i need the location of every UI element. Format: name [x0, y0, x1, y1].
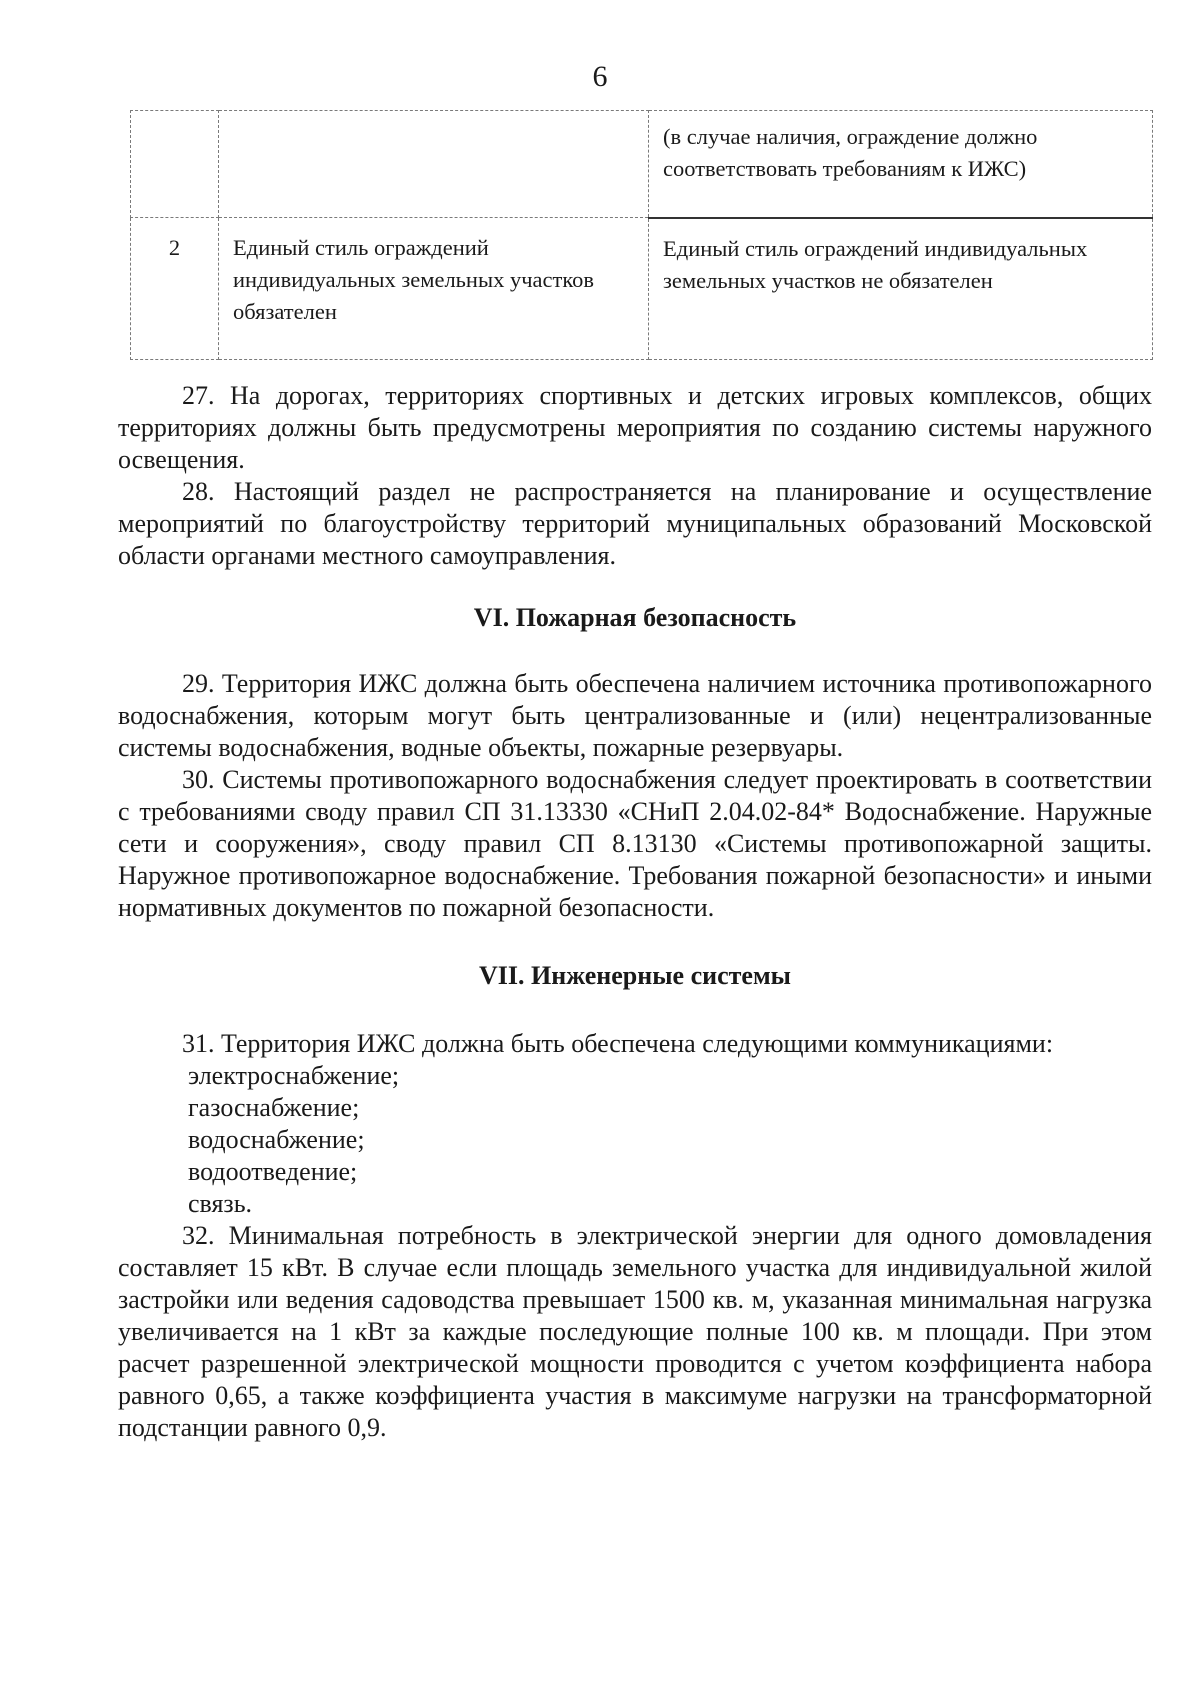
fence-requirements-table — [130, 110, 1153, 360]
paragraph-28: 28. Настоящий раздел не распространяется на планирование и осуществление мероприятий по благоустройству территорий муниципальных образований Московской области органами местного самоуправления. — [118, 477, 1152, 570]
table-cell-option-b: Единый стиль ограждений индивидуальных земельных участков не обязателен — [649, 218, 1153, 360]
table-cell-number — [131, 111, 219, 218]
table-cell-option-b: (в случае наличия, ограждение должно соответствовать требованиям к ИЖС) — [649, 111, 1153, 218]
paragraph-29: 29. Территория ИЖС должна быть обеспечена наличием источника противопожарного водоснабжения, которым могут быть централизованные и (или) нецентрализованные системы водоснабжения, водные объекты, пожарные резервуары. — [118, 669, 1152, 762]
table-cell-option-a: Единый стиль ограждений индивидуальных земельных участков обязателен — [219, 218, 649, 360]
table-cell-option-a — [219, 111, 649, 218]
section-title-fire-safety: VI. Пожарная безопасность — [473, 603, 797, 632]
list-item: электроснабжение; — [188, 1061, 400, 1090]
table-cell-number: 2 — [131, 218, 219, 360]
table-row — [131, 218, 1153, 360]
page-number: 6 — [592, 60, 608, 93]
list-item: связь. — [188, 1189, 253, 1218]
section-title-engineering-systems: VII. Инженерные системы — [479, 961, 791, 990]
paragraph-32: 32. Минимальная потребность в электрической энергии для одного домовладения составляет 15 кВт. В случае если площадь земельного участка для индивидуальной жилой застройки или ведения садоводства превышает 1500 кв. м, указанная минимальная нагрузка увеличивается на 1 кВт за каждые последующие полные 100 кв. м площади. При этом расчет разрешенной электрической мощности проводится с учетом коэффициента набора равного 0,65, а также коэффициента участия в максимуме нагрузки на трансформаторной подстанции равного 0,9. — [118, 1221, 1152, 1442]
paragraph-27: 27. На дорогах, территориях спортивных и детских игровых комплексов, общих территориях должны быть предусмотрены мероприятия по созданию системы наружного освещения. — [118, 381, 1152, 474]
table-row — [131, 111, 1153, 218]
document-body — [118, 370, 1152, 1444]
paragraph-30: 30. Системы противопожарного водоснабжения следует проектировать в соответствии с требованиями своду правил СП 31.13330 «СНиП 2.04.02-84* Водоснабжение. Наружные сети и сооружения», своду правил СП 8.13130 «Системы противопожарной защиты. Наружное противопожарное водоснабжение. Требования пожарной безопасности» и иными нормативных документов по пожарной безопасности. — [118, 765, 1152, 922]
list-item: газоснабжение; — [188, 1093, 360, 1122]
list-item: водоотведение; — [188, 1157, 358, 1186]
paragraph-31: 31. Территория ИЖС должна быть обеспечена следующими коммуникациями: — [182, 1029, 1054, 1058]
list-item: водоснабжение; — [188, 1125, 365, 1154]
